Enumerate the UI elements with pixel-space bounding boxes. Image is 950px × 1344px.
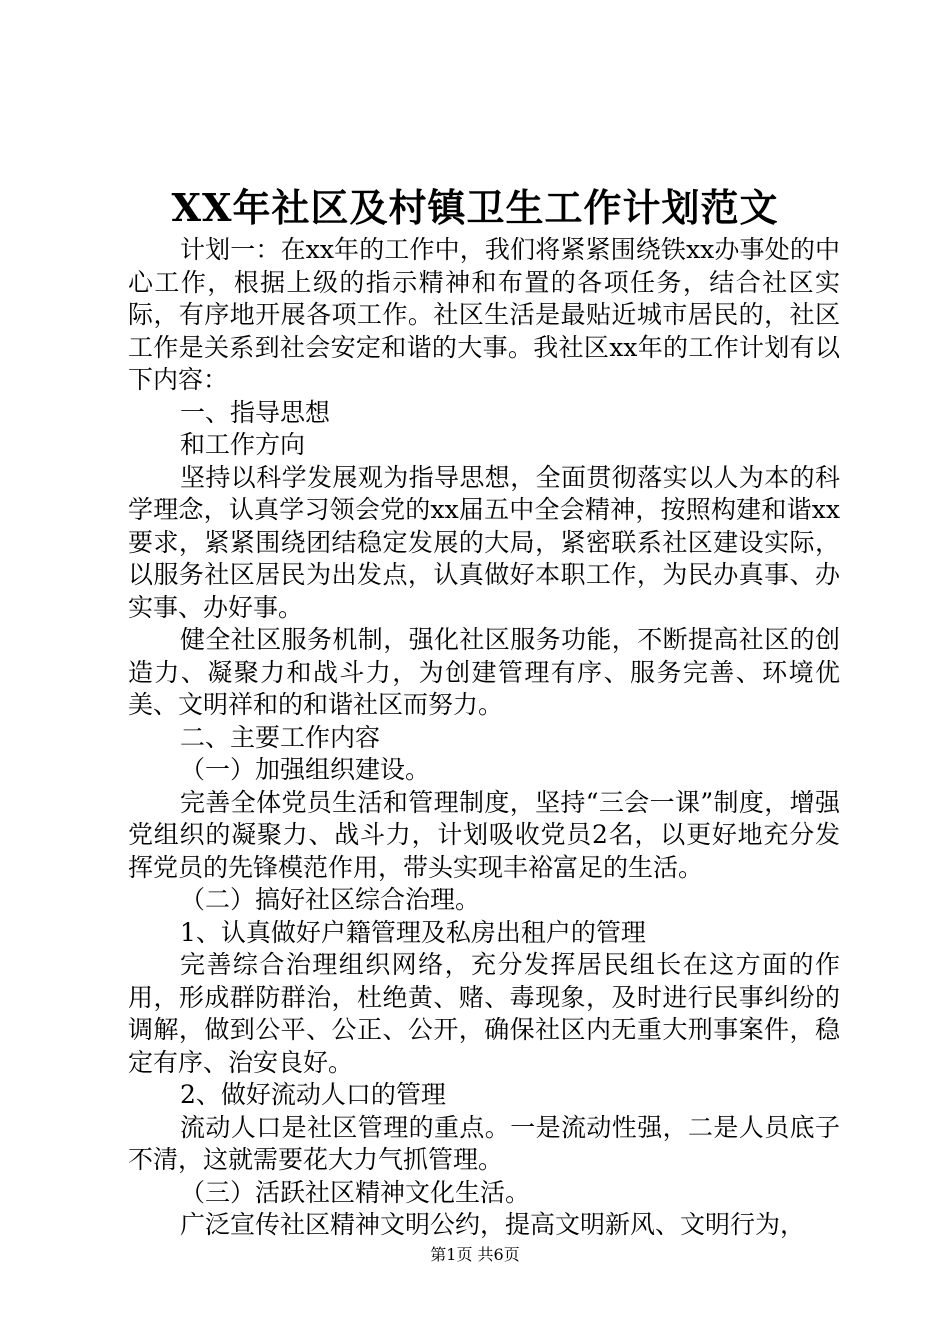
paragraph-culture: 广泛宣传社区精神文明公约，提高文明新风、文明行为， bbox=[180, 1210, 806, 1239]
item-household-management: 1、认真做好户籍管理及私房出租户的管理 bbox=[180, 917, 646, 947]
document-title: XX年社区及村镇卫生工作计划范文 bbox=[171, 185, 779, 230]
paragraph-plan-intro: 计划一：在xx年的工作中，我们将紧紧围绕铁xx办事处的中心工作，根据上级的指示精神和布置的各项任务，结合社区实际，有序地开展各项工作。社区生活是最贴近城市居民的，社区工作是关系到社会安定和谐的大事。我社区xx年的工作计划有以下内容： bbox=[128, 235, 840, 394]
paragraph-governance: 完善综合治理组织网络，充分发挥居民组长在这方面的作用，形成群防群治，杜绝黄、赌、毒现象，及时进行民事纠纷的调解，做到公平、公正、公开，确保社区内无重大刑事案件，稳定有序、治安良好。 bbox=[128, 950, 840, 1077]
subheading-governance: （二）搞好社区综合治理。 bbox=[180, 885, 481, 914]
heading-guiding-ideology: 一、指导思想 bbox=[180, 397, 331, 427]
paragraph-floating-population: 流动人口是社区管理的重点。一是流动性强，二是人员底子不清，这就需要花大力气抓管理。 bbox=[128, 1112, 840, 1174]
page-footer: 第1页 共6页 bbox=[430, 1245, 520, 1264]
subheading-culture: （三）活跃社区精神文化生活。 bbox=[180, 1177, 531, 1207]
subheading-organization: （一）加强组织建设。 bbox=[180, 755, 431, 784]
paragraph-service-mechanism: 健全社区服务机制，强化社区服务功能，不断提高社区的创造力、凝聚力和战斗力，为创建管理有序、服务完善、环境优美、文明祥和的和谐社区而努力。 bbox=[128, 625, 840, 719]
paragraph-guiding-ideology: 坚持以科学发展观为指导思想，全面贯彻落实以人为本的科学理念，认真学习领会党的xx届五中全会精神，按照构建和谐xx要求，紧紧围绕团结稳定发展的大局，紧密联系社区建设实际，以服务社区居民为出发点，认真做好本职工作，为民办真事、办实事、办好事。 bbox=[128, 462, 840, 622]
document-body bbox=[128, 234, 840, 1242]
heading-main-work: 二、主要工作内容 bbox=[180, 722, 381, 752]
heading-work-direction: 和工作方向 bbox=[180, 430, 306, 459]
paragraph-organization: 完善全体党员生活和管理制度，坚持“三会一课”制度，增强党组织的凝聚力、战斗力，计划吸收党员2名，以更好地充分发挥党员的先锋模范作用，带头实现丰裕富足的生活。 bbox=[128, 787, 840, 882]
item-floating-population: 2、做好流动人口的管理 bbox=[180, 1080, 446, 1109]
